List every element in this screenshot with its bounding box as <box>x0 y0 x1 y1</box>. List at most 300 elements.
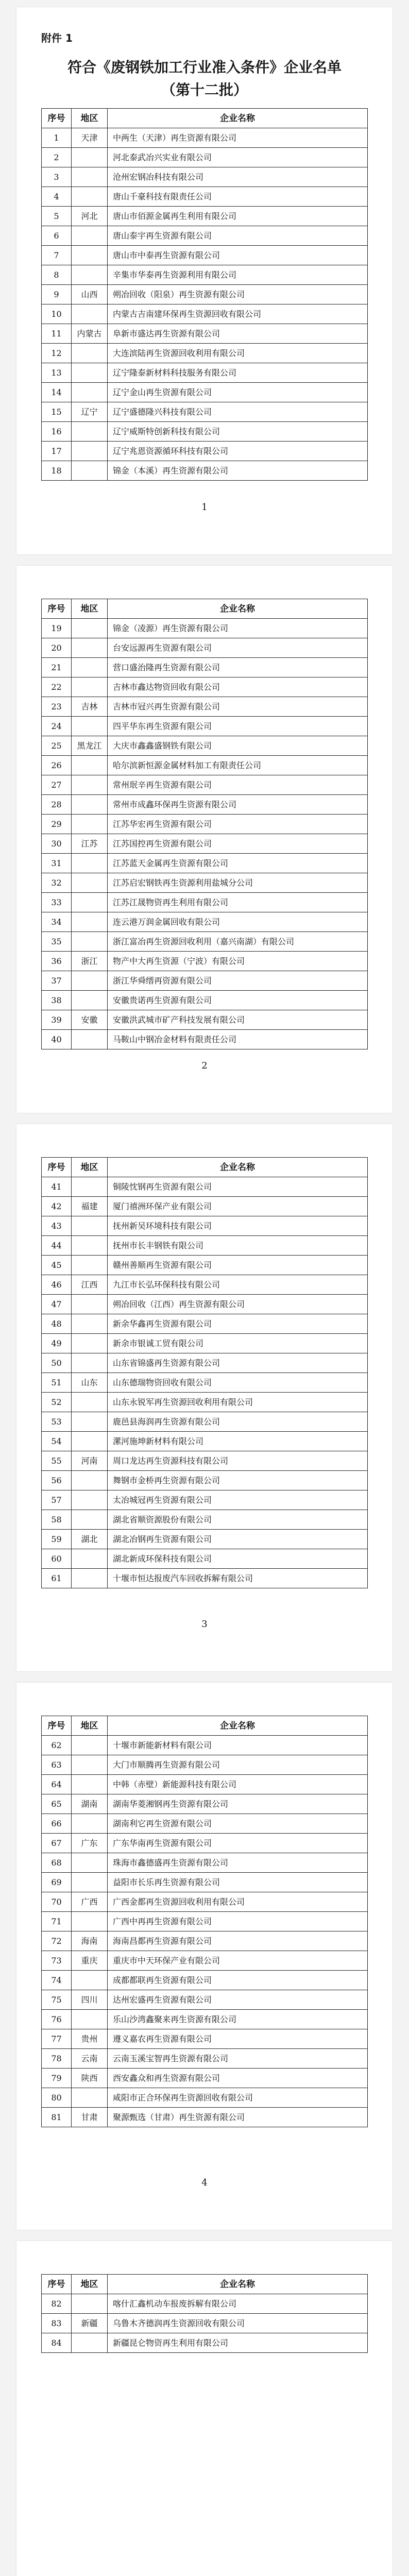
enterprise-name: 九江市长弘环保科技有限公司 <box>108 1275 368 1295</box>
enterprise-name: 内蒙古吉南建环保再生资源回收有限公司 <box>108 304 368 324</box>
region-cell: 重庆 <box>72 1951 108 1971</box>
header-name: 企业名称 <box>108 2275 368 2294</box>
enterprise-name: 安徽贵诺再生资源有限公司 <box>108 991 368 1010</box>
enterprise-name: 浙江华舜缙再资源有限公司 <box>108 971 368 991</box>
region-cell <box>72 1216 108 1236</box>
region-cell <box>72 1334 108 1353</box>
row-number: 7 <box>42 246 72 265</box>
enterprise-table <box>41 2274 368 2353</box>
table-row <box>42 677 368 697</box>
table-row <box>42 638 368 658</box>
document-page-1 <box>16 7 393 554</box>
region-cell <box>72 873 108 893</box>
enterprise-name: 大门市顺腾再生资源有限公司 <box>108 1755 368 1775</box>
region-cell: 安徽 <box>72 1010 108 1030</box>
table-row <box>42 775 368 795</box>
table-row <box>42 1197 368 1216</box>
enterprise-name: 山东省锦盛再生资源有限公司 <box>108 1353 368 1373</box>
row-number: 69 <box>42 1873 72 1892</box>
table-row <box>42 1471 368 1490</box>
table-row <box>42 1314 368 1334</box>
region-cell: 河北 <box>72 207 108 226</box>
row-number: 15 <box>42 402 72 422</box>
row-number: 64 <box>42 1775 72 1794</box>
table-row <box>42 2333 368 2353</box>
enterprise-name: 鹿邑县海润再生资源有限公司 <box>108 1412 368 1432</box>
enterprise-name: 西安鑫众和再生资源有限公司 <box>108 2069 368 2088</box>
region-cell <box>72 1236 108 1256</box>
region-cell <box>72 775 108 795</box>
region-cell: 山东 <box>72 1373 108 1393</box>
enterprise-name: 山东永锐军再生资源回收利用有限公司 <box>108 1393 368 1412</box>
row-number: 58 <box>42 1510 72 1530</box>
region-cell <box>72 1873 108 1892</box>
row-number: 23 <box>42 697 72 717</box>
table-header-row <box>42 109 368 128</box>
row-number: 62 <box>42 1736 72 1755</box>
enterprise-name: 成都都联再生资源有限公司 <box>108 1971 368 1990</box>
row-number: 50 <box>42 1353 72 1373</box>
enterprise-name: 辽宁隆泰新材料科技服务有限公司 <box>108 363 368 383</box>
row-number: 26 <box>42 756 72 775</box>
table-row <box>42 717 368 736</box>
region-cell: 广东 <box>72 1834 108 1853</box>
row-number: 34 <box>42 912 72 932</box>
enterprise-name: 新余华鑫再生资源有限公司 <box>108 1314 368 1334</box>
table-row <box>42 971 368 991</box>
table-row <box>42 265 368 285</box>
enterprise-name: 辽宁兆恩资源循环科技有限公司 <box>108 442 368 461</box>
row-number: 73 <box>42 1951 72 1971</box>
row-number: 6 <box>42 226 72 246</box>
enterprise-name: 厦门禧洲环保产业有限公司 <box>108 1197 368 1216</box>
table-row <box>42 442 368 461</box>
table-row <box>42 932 368 952</box>
table-row <box>42 1256 368 1275</box>
row-number: 5 <box>42 207 72 226</box>
enterprise-name: 物产中大再生资源（宁波）有限公司 <box>108 952 368 971</box>
row-number: 11 <box>42 324 72 344</box>
row-number: 84 <box>42 2333 72 2353</box>
region-cell: 湖北 <box>72 1530 108 1549</box>
row-number: 42 <box>42 1197 72 1216</box>
row-number: 83 <box>42 2314 72 2333</box>
table-row <box>42 1216 368 1236</box>
enterprise-name: 辽宁金山再生资源有限公司 <box>108 383 368 402</box>
enterprise-name: 珠海市鑫德盛再生资源有限公司 <box>108 1853 368 1873</box>
row-number: 33 <box>42 893 72 912</box>
region-cell: 新疆 <box>72 2314 108 2333</box>
enterprise-name: 江苏国控再生资源有限公司 <box>108 834 368 854</box>
row-number: 47 <box>42 1295 72 1314</box>
enterprise-name: 江苏江晟物资再生利用有限公司 <box>108 893 368 912</box>
enterprise-name: 湖北新成环保科技有限公司 <box>108 1549 368 1569</box>
enterprise-name: 唐山千豪科技有限责任公司 <box>108 187 368 207</box>
table-row <box>42 2049 368 2069</box>
region-cell <box>72 187 108 207</box>
table-row <box>42 461 368 481</box>
enterprise-name: 云南玉溪宝智再生资源有限公司 <box>108 2049 368 2069</box>
region-cell <box>72 619 108 638</box>
enterprise-name: 哈尔滨新恒源金属材料加工有限责任公司 <box>108 756 368 775</box>
table-row <box>42 1373 368 1393</box>
enterprise-name: 湖南利它再生资源有限公司 <box>108 1814 368 1834</box>
table-row <box>42 736 368 756</box>
row-number: 30 <box>42 834 72 854</box>
document-subtitle: （第十二批） <box>161 81 248 98</box>
table-row <box>42 1971 368 1990</box>
table-row <box>42 1295 368 1314</box>
enterprise-name: 湖北省顺资源股份有限公司 <box>108 1510 368 1530</box>
row-number: 4 <box>42 187 72 207</box>
table-row <box>42 2294 368 2314</box>
region-cell <box>72 1353 108 1373</box>
row-number: 52 <box>42 1393 72 1412</box>
table-row <box>42 912 368 932</box>
region-cell: 天津 <box>72 128 108 148</box>
enterprise-table <box>41 1157 368 1588</box>
header-region: 地区 <box>72 2275 108 2294</box>
row-number: 18 <box>42 461 72 481</box>
region-cell <box>72 1736 108 1755</box>
region-cell <box>72 1912 108 1931</box>
region-cell: 四川 <box>72 1990 108 2010</box>
enterprise-name: 乌鲁木齐德润再生资源回收有限公司 <box>108 2314 368 2333</box>
row-number: 31 <box>42 854 72 873</box>
enterprise-name: 吉林市鑫达物资回收有限公司 <box>108 677 368 697</box>
table-row <box>42 1510 368 1530</box>
row-number: 66 <box>42 1814 72 1834</box>
header-name: 企业名称 <box>108 1158 368 1177</box>
region-cell <box>72 422 108 442</box>
region-cell: 江苏 <box>72 834 108 854</box>
region-cell: 山西 <box>72 285 108 304</box>
header-region: 地区 <box>72 109 108 128</box>
row-number: 39 <box>42 1010 72 1030</box>
header-region: 地区 <box>72 599 108 619</box>
enterprise-name: 朔冶回收（江西）再生资源有限公司 <box>108 1295 368 1314</box>
enterprise-name: 周口龙达再生资源科技有限公司 <box>108 1451 368 1471</box>
region-cell <box>72 815 108 834</box>
row-number: 51 <box>42 1373 72 1393</box>
enterprise-name: 辛集市华泰再生资源利用有限公司 <box>108 265 368 285</box>
region-cell: 广西 <box>72 1892 108 1912</box>
row-number: 65 <box>42 1794 72 1814</box>
table-row <box>42 1549 368 1569</box>
table-row <box>42 1177 368 1197</box>
region-cell <box>72 2088 108 2108</box>
table-row <box>42 422 368 442</box>
enterprise-name: 江苏蓝天金属再生资源有限公司 <box>108 854 368 873</box>
document-page-5 <box>16 2241 393 2576</box>
page-number: 3 <box>201 1619 208 1630</box>
row-number: 82 <box>42 2294 72 2314</box>
enterprise-name: 吉林市冠兴再生资源有限公司 <box>108 697 368 717</box>
table-row <box>42 834 368 854</box>
table-row <box>42 991 368 1010</box>
region-cell: 黑龙江 <box>72 736 108 756</box>
region-cell: 海南 <box>72 1931 108 1951</box>
row-number: 37 <box>42 971 72 991</box>
enterprise-name: 聚源甄选（甘肃）再生资源有限公司 <box>108 2108 368 2127</box>
row-number: 3 <box>42 167 72 187</box>
region-cell <box>72 1393 108 1412</box>
table-row <box>42 187 368 207</box>
enterprise-name: 新疆昆仑物资再生利用有限公司 <box>108 2333 368 2353</box>
region-cell <box>72 1510 108 1530</box>
row-number: 24 <box>42 717 72 736</box>
row-number: 16 <box>42 422 72 442</box>
row-number: 48 <box>42 1314 72 1334</box>
table-row <box>42 304 368 324</box>
enterprise-name: 大庆市鑫鑫盛钢铁有限公司 <box>108 736 368 756</box>
enterprise-name: 广西金都再生资源回收利用有限公司 <box>108 1892 368 1912</box>
enterprise-name: 四平华东再生资源有限公司 <box>108 717 368 736</box>
enterprise-name: 铜陵忱钢再生资源有限公司 <box>108 1177 368 1197</box>
table-row <box>42 148 368 167</box>
header-no: 序号 <box>42 2275 72 2294</box>
table-row <box>42 2314 368 2333</box>
table-row <box>42 363 368 383</box>
enterprise-name: 阜新市盛达再生资源有限公司 <box>108 324 368 344</box>
region-cell <box>72 304 108 324</box>
enterprise-name: 常州市成鑫环保再生资源有限公司 <box>108 795 368 815</box>
region-cell: 浙江 <box>72 952 108 971</box>
row-number: 41 <box>42 1177 72 1197</box>
table-row <box>42 1393 368 1412</box>
enterprise-name: 马鞍山中钢冶金材料有限责任公司 <box>108 1030 368 1049</box>
table-header-row <box>42 599 368 619</box>
row-number: 21 <box>42 658 72 677</box>
table-row <box>42 815 368 834</box>
region-cell <box>72 167 108 187</box>
table-row <box>42 226 368 246</box>
region-cell <box>72 2010 108 2029</box>
table-row <box>42 1931 368 1951</box>
region-cell: 云南 <box>72 2049 108 2069</box>
page-number: 1 <box>201 502 208 513</box>
row-number: 74 <box>42 1971 72 1990</box>
row-number: 56 <box>42 1471 72 1490</box>
region-cell <box>72 2333 108 2353</box>
enterprise-name: 山东德瑞物资回收有限公司 <box>108 1373 368 1393</box>
region-cell: 甘肃 <box>72 2108 108 2127</box>
table-row <box>42 1912 368 1931</box>
enterprise-name: 抚州市长丰钢铁有限公司 <box>108 1236 368 1256</box>
table-header-row <box>42 1716 368 1736</box>
region-cell <box>72 1177 108 1197</box>
header-name: 企业名称 <box>108 1716 368 1736</box>
region-cell: 陕西 <box>72 2069 108 2088</box>
region-cell: 吉林 <box>72 697 108 717</box>
table-row <box>42 402 368 422</box>
table-row <box>42 1794 368 1814</box>
enterprise-name: 重庆市中天环保产业有限公司 <box>108 1951 368 1971</box>
table-row <box>42 285 368 304</box>
table-row <box>42 324 368 344</box>
region-cell <box>72 2294 108 2314</box>
row-number: 35 <box>42 932 72 952</box>
region-cell: 辽宁 <box>72 402 108 422</box>
region-cell: 河南 <box>72 1451 108 1471</box>
enterprise-name: 辽宁威斯特创新科技有限公司 <box>108 422 368 442</box>
enterprise-name: 锦金（本溪）再生资源有限公司 <box>108 461 368 481</box>
enterprise-name: 江苏华宏再生资源有限公司 <box>108 815 368 834</box>
row-number: 68 <box>42 1853 72 1873</box>
row-number: 54 <box>42 1432 72 1451</box>
row-number: 79 <box>42 2069 72 2088</box>
enterprise-name: 遵义嘉农再生资源有限公司 <box>108 2029 368 2049</box>
row-number: 43 <box>42 1216 72 1236</box>
row-number: 80 <box>42 2088 72 2108</box>
table-row <box>42 756 368 775</box>
table-header-row <box>42 1158 368 1177</box>
row-number: 9 <box>42 285 72 304</box>
region-cell <box>72 148 108 167</box>
enterprise-name: 广东华南再生资源有限公司 <box>108 1834 368 1853</box>
table-row <box>42 1853 368 1873</box>
enterprise-name: 益阳市长乐再生资源有限公司 <box>108 1873 368 1892</box>
header-region: 地区 <box>72 1716 108 1736</box>
document-page-4 <box>16 1683 393 2230</box>
row-number: 67 <box>42 1834 72 1853</box>
enterprise-name: 大连滨陆再生资源回收利用有限公司 <box>108 344 368 363</box>
region-cell <box>72 363 108 383</box>
row-number: 10 <box>42 304 72 324</box>
table-row <box>42 167 368 187</box>
enterprise-name: 唐山市中泰再生资源有限公司 <box>108 246 368 265</box>
table-row <box>42 383 368 402</box>
header-no: 序号 <box>42 1716 72 1736</box>
region-cell: 福建 <box>72 1197 108 1216</box>
enterprise-name: 沧州宏钢冶科技有限公司 <box>108 167 368 187</box>
enterprise-name: 湖南华菱湘钢再生资源有限公司 <box>108 1794 368 1814</box>
row-number: 53 <box>42 1412 72 1432</box>
document-title: 符合《废钢铁加工行业准入条件》企业名单 <box>67 59 342 76</box>
row-number: 45 <box>42 1256 72 1275</box>
table-row <box>42 1530 368 1549</box>
table-row <box>42 1569 368 1588</box>
page-number: 4 <box>201 2177 208 2188</box>
row-number: 70 <box>42 1892 72 1912</box>
row-number: 55 <box>42 1451 72 1471</box>
region-cell <box>72 1432 108 1451</box>
row-number: 38 <box>42 991 72 1010</box>
region-cell <box>72 1412 108 1432</box>
row-number: 75 <box>42 1990 72 2010</box>
enterprise-table <box>41 599 368 1049</box>
table-row <box>42 1353 368 1373</box>
table-row <box>42 795 368 815</box>
enterprise-name: 营口盛治隆再生资源有限公司 <box>108 658 368 677</box>
region-cell <box>72 658 108 677</box>
row-number: 27 <box>42 775 72 795</box>
table-row <box>42 1814 368 1834</box>
table-row <box>42 893 368 912</box>
region-cell: 内蒙古 <box>72 324 108 344</box>
region-cell: 江西 <box>72 1275 108 1295</box>
row-number: 29 <box>42 815 72 834</box>
table-row <box>42 207 368 226</box>
header-no: 序号 <box>42 1158 72 1177</box>
row-number: 8 <box>42 265 72 285</box>
region-cell <box>72 1971 108 1990</box>
table-row <box>42 2029 368 2049</box>
region-cell <box>72 1256 108 1275</box>
row-number: 72 <box>42 1931 72 1951</box>
enterprise-name: 常州珉辛再生资源有限公司 <box>108 775 368 795</box>
region-cell: 湖南 <box>72 1794 108 1814</box>
table-row <box>42 697 368 717</box>
region-cell <box>72 1549 108 1569</box>
region-cell <box>72 717 108 736</box>
enterprise-name: 安徽洪武城市矿产科技发展有限公司 <box>108 1010 368 1030</box>
region-cell: 贵州 <box>72 2029 108 2049</box>
enterprise-name: 赣州善顺再生资源有限公司 <box>108 1256 368 1275</box>
row-number: 76 <box>42 2010 72 2029</box>
region-cell <box>72 1471 108 1490</box>
enterprise-name: 太冶城冠再生资源有限公司 <box>108 1490 368 1510</box>
enterprise-name: 广西中再再生资源有限公司 <box>108 1912 368 1931</box>
row-number: 40 <box>42 1030 72 1049</box>
row-number: 60 <box>42 1549 72 1569</box>
table-row <box>42 1873 368 1892</box>
enterprise-name: 中两生（天津）再生资源有限公司 <box>108 128 368 148</box>
table-row <box>42 952 368 971</box>
enterprise-table <box>41 1716 368 2127</box>
table-row <box>42 1490 368 1510</box>
enterprise-name: 咸阳市正合环保再生资源回收有限公司 <box>108 2088 368 2108</box>
header-name: 企业名称 <box>108 109 368 128</box>
region-cell <box>72 1775 108 1794</box>
header-no: 序号 <box>42 599 72 619</box>
region-cell <box>72 226 108 246</box>
row-number: 49 <box>42 1334 72 1353</box>
row-number: 36 <box>42 952 72 971</box>
enterprise-name: 乐山沙湾鑫聚来再生资源有限公司 <box>108 2010 368 2029</box>
row-number: 71 <box>42 1912 72 1931</box>
table-row <box>42 1951 368 1971</box>
enterprise-name: 抚州新吴环境科技有限公司 <box>108 1216 368 1236</box>
table-row <box>42 1010 368 1030</box>
header-no: 序号 <box>42 109 72 128</box>
page-number: 2 <box>201 1060 208 1071</box>
enterprise-table <box>41 108 368 481</box>
table-row <box>42 128 368 148</box>
region-cell <box>72 344 108 363</box>
row-number: 2 <box>42 148 72 167</box>
row-number: 78 <box>42 2049 72 2069</box>
region-cell <box>72 383 108 402</box>
table-row <box>42 2108 368 2127</box>
row-number: 1 <box>42 128 72 148</box>
table-row <box>42 1275 368 1295</box>
enterprise-name: 河北泰武冶兴实业有限公司 <box>108 148 368 167</box>
enterprise-name: 舞钢市金桥再生资源有限公司 <box>108 1471 368 1490</box>
table-row <box>42 1412 368 1432</box>
region-cell <box>72 932 108 952</box>
document-page-3 <box>16 1124 393 1671</box>
row-number: 25 <box>42 736 72 756</box>
enterprise-name: 中韩（赤壁）新能源科技有限公司 <box>108 1775 368 1794</box>
enterprise-name: 湖北冶钢再生资源有限公司 <box>108 1530 368 1549</box>
table-row <box>42 1990 368 2010</box>
row-number: 14 <box>42 383 72 402</box>
region-cell <box>72 756 108 775</box>
table-row <box>42 1030 368 1049</box>
table-row <box>42 1892 368 1912</box>
enterprise-name: 新余市银诚工贸有限公司 <box>108 1334 368 1353</box>
